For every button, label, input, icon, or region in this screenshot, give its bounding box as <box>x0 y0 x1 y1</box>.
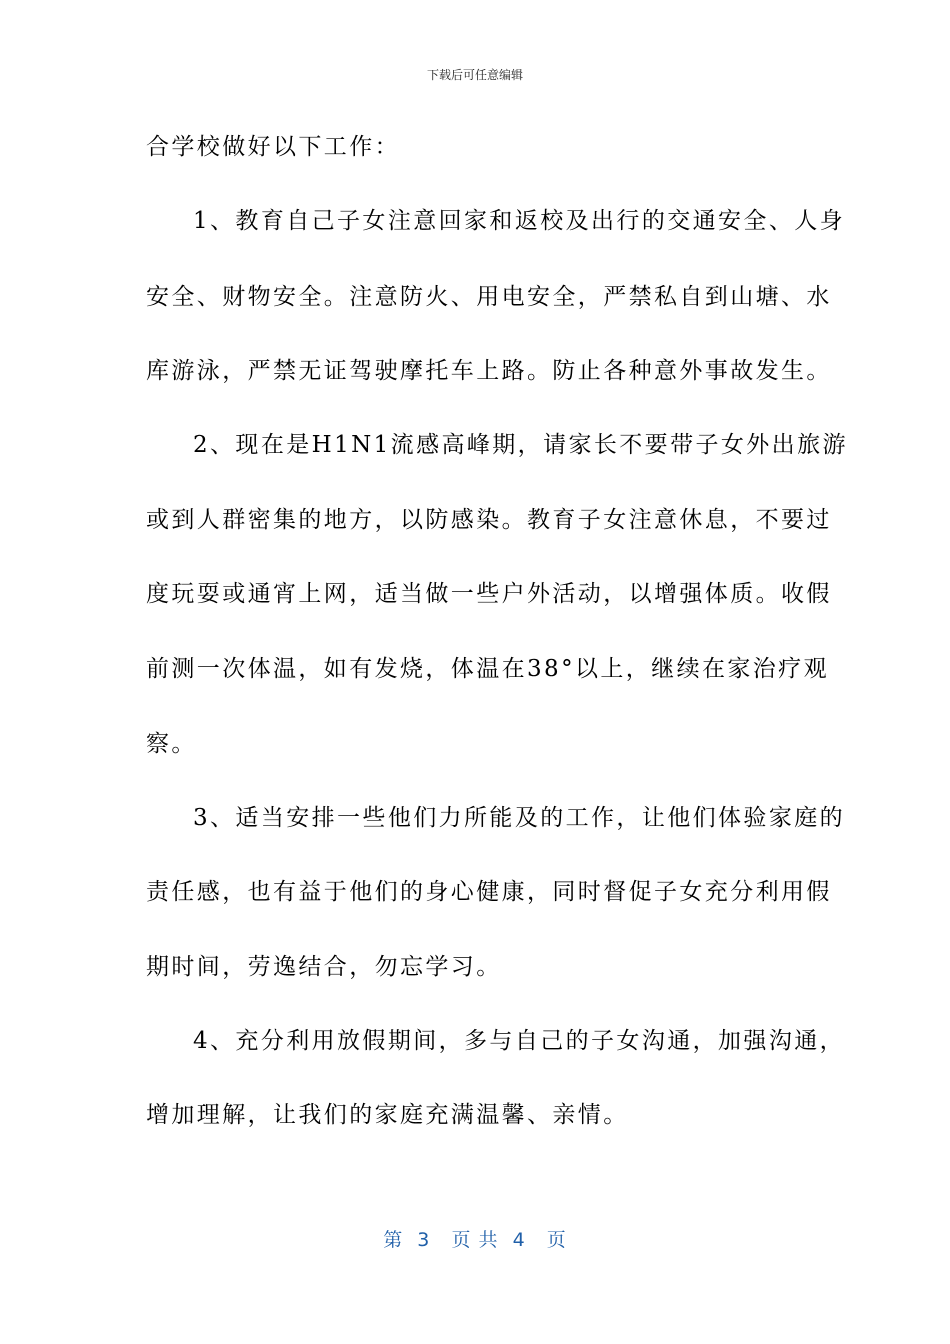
page-header-note: 下载后可任意编辑 <box>426 68 523 82</box>
body-line: 1、教育自己子女注意回家和返校及出行的交通安全、人身 <box>193 208 846 234</box>
body-line: 期时间，劳逸结合，勿忘学习。 <box>146 954 502 980</box>
body-line: 2、现在是H1N1流感高峰期，请家长不要带子女外出旅游 <box>193 432 848 458</box>
body-line: 3、适当安排一些他们力所能及的工作，让他们体验家庭的 <box>193 805 846 831</box>
body-line: 增加理解，让我们的家庭充满温馨、亲情。 <box>146 1102 629 1128</box>
body-line: 库游泳，严禁无证驾驶摩托车上路。防止各种意外事故发生。 <box>146 358 832 384</box>
body-line: 4、充分利用放假期间，多与自己的子女沟通，加强沟通， <box>193 1028 846 1054</box>
body-line: 合学校做好以下工作： <box>146 134 400 160</box>
body-line: 安全、财物安全。注意防火、用电安全，严禁私自到山塘、水 <box>146 284 832 310</box>
body-line: 或到人群密集的地方，以防感染。教育子女注意休息，不要过 <box>146 507 832 533</box>
body-line: 责任感，也有益于他们的身心健康，同时督促子女充分利用假 <box>146 879 832 905</box>
page-number-footer: 第 3 页 共 4 页 <box>383 1229 567 1251</box>
body-line: 察。 <box>146 731 197 757</box>
body-line: 前测一次体温，如有发烧，体温在38°以上，继续在家治疗观 <box>146 656 829 682</box>
body-line: 度玩耍或通宵上网，适当做一些户外活动，以增强体质。收假 <box>146 581 832 607</box>
